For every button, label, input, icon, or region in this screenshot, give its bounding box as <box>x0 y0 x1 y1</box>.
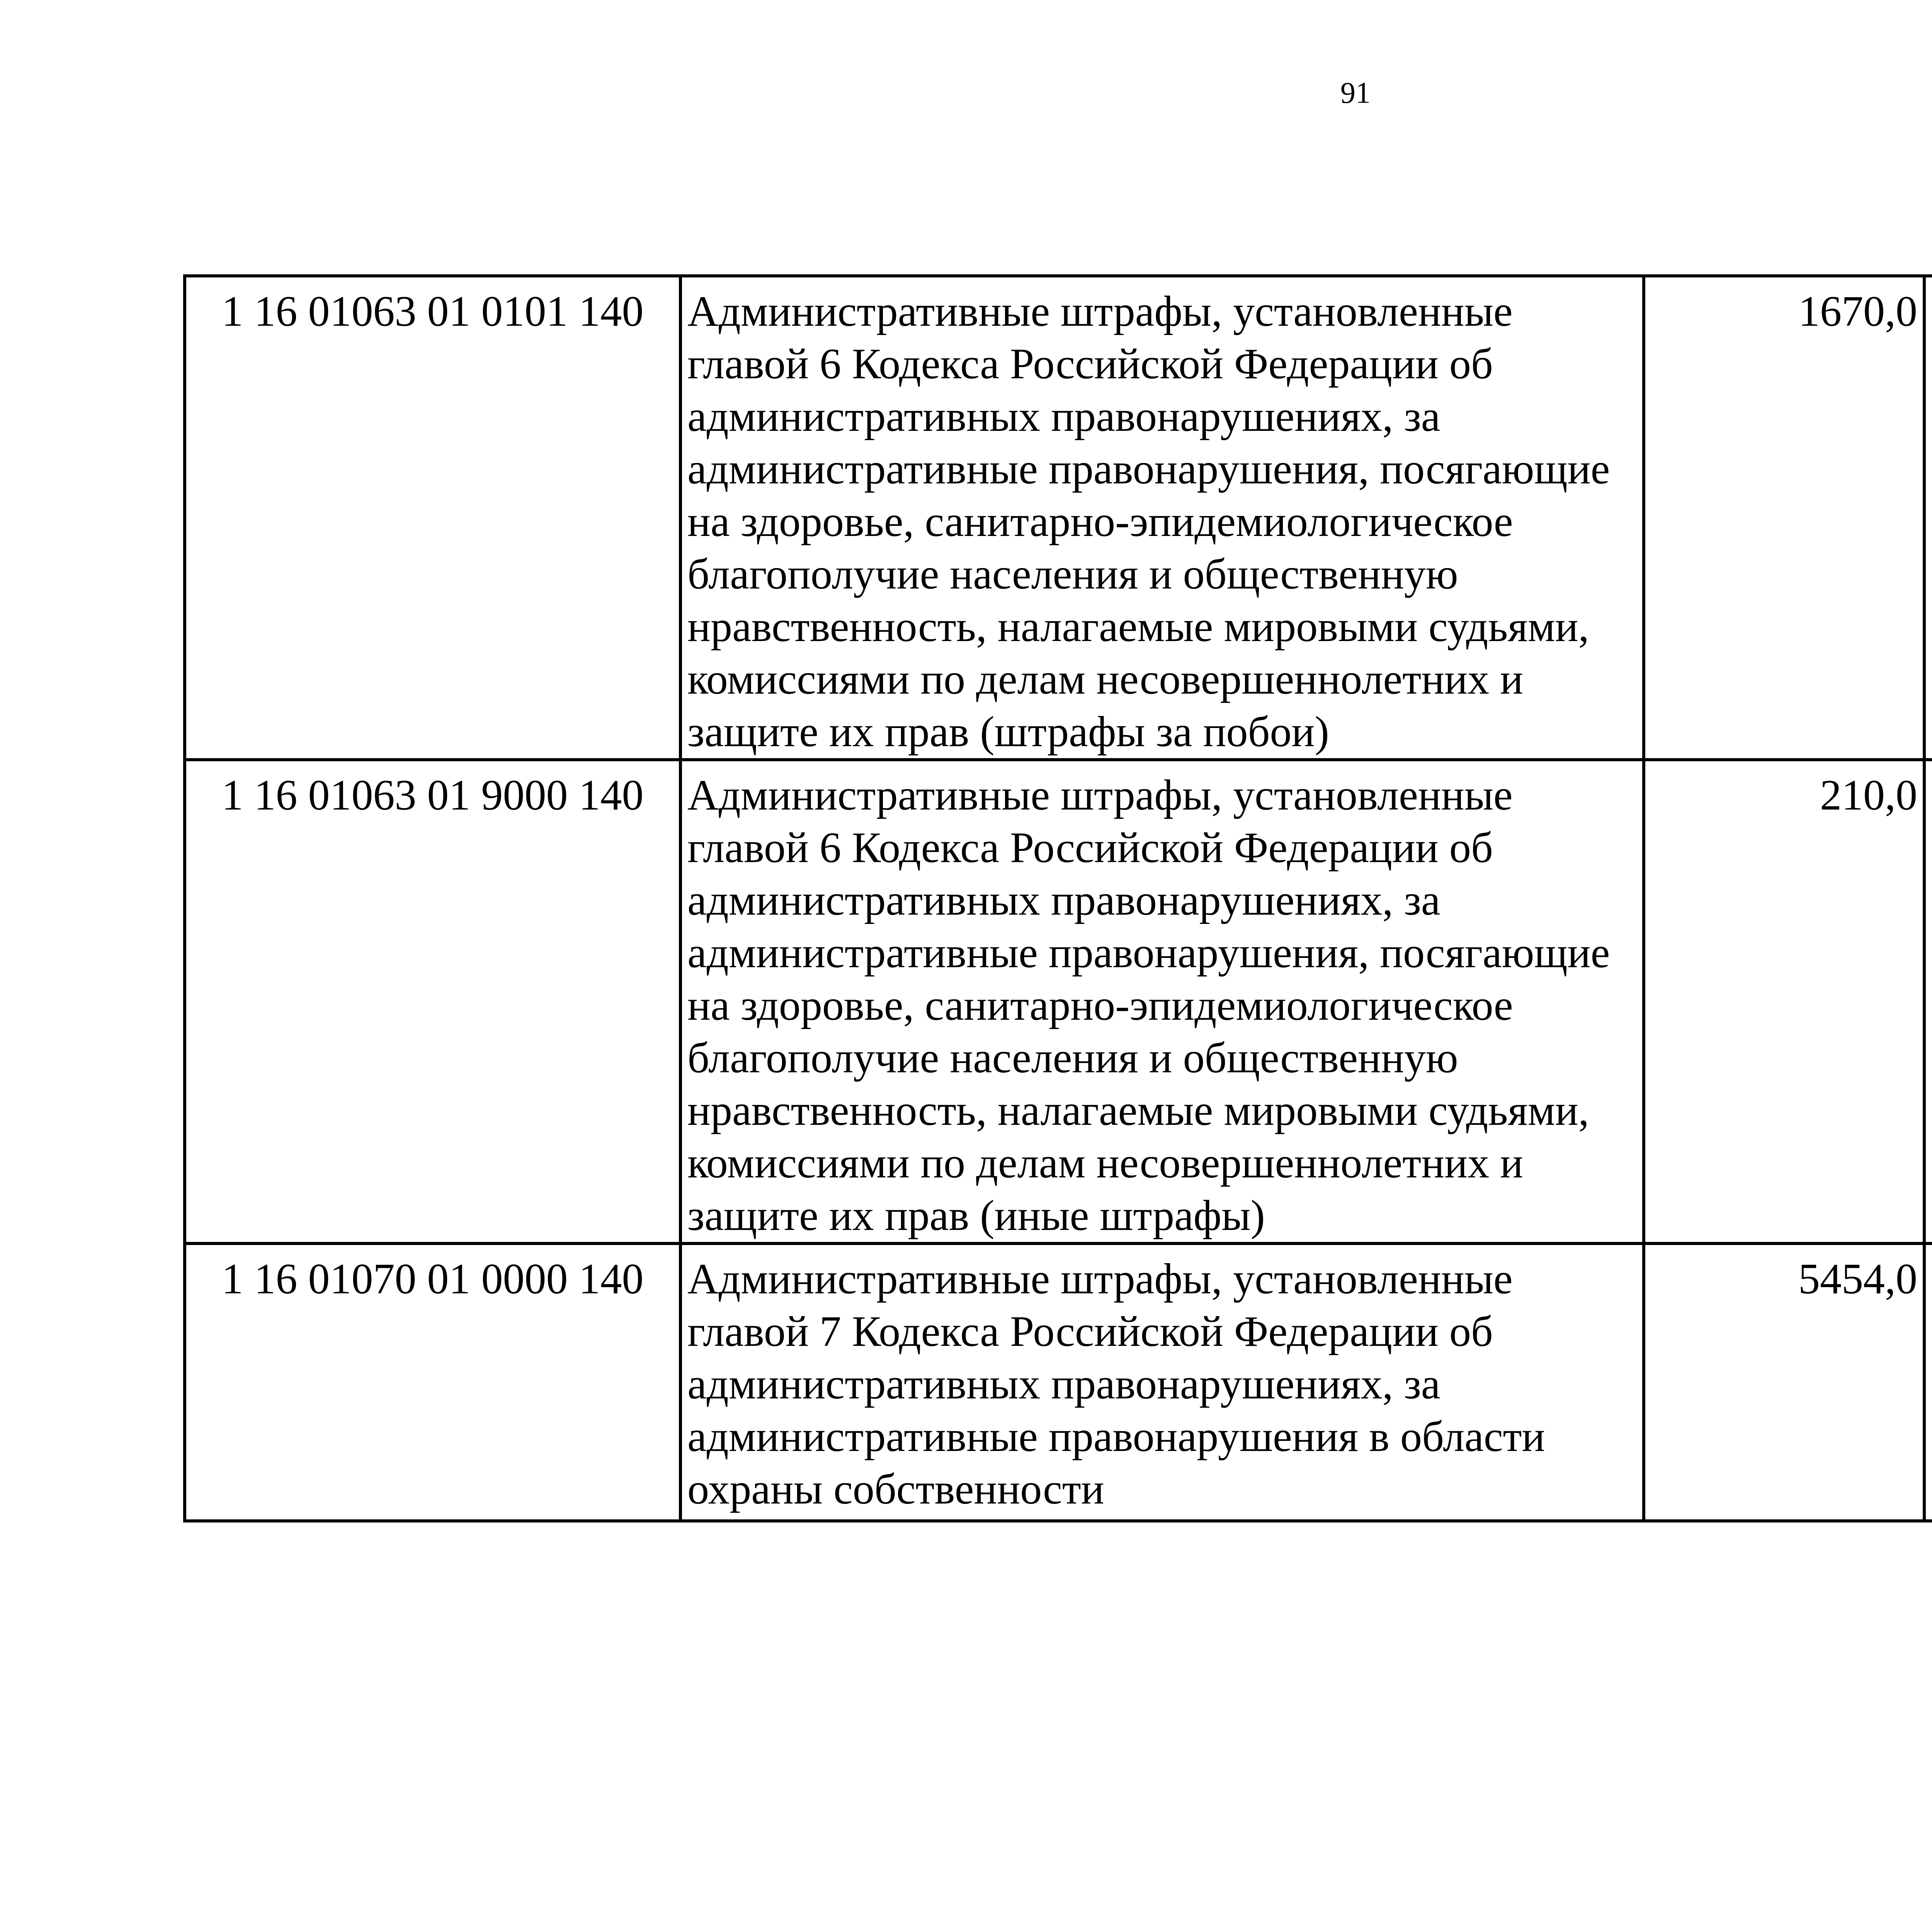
budget-code-cell: 1 16 01070 01 0000 140 <box>185 1243 680 1521</box>
budget-code-cell: 1 16 01063 01 9000 140 <box>185 760 680 1243</box>
amount-year-2-cell <box>1924 276 1932 760</box>
amount-year-1-cell: 210,0 <box>1644 760 1924 1243</box>
budget-code-cell: 1 16 01063 01 0101 140 <box>185 276 680 760</box>
description-cell: Административные штрафы, установленные главой 7 Кодекса Российской Федерации об административных правонарушениях, за административные правонарушения в области охраны собственности <box>680 1243 1644 1521</box>
table-row <box>185 276 1932 760</box>
amount-year-1-cell: 5454,0 <box>1644 1243 1924 1521</box>
amount-year-1-cell: 1670,0 <box>1644 276 1924 760</box>
amount-year-2-cell <box>1924 1243 1932 1521</box>
description-cell: Административные штрафы, установленные главой 6 Кодекса Российской Федерации об административных правонарушениях, за административные правонарушения, посягающие на здоровье, санитарно-эпидемиологическое благополучие населения и общественную нравственность, налагаемые мировыми судьями, комиссиями по делам несовершеннолетних и защите их прав (штрафы за побои) <box>680 276 1644 760</box>
table-row <box>185 1243 1932 1521</box>
amount-year-2-cell <box>1924 760 1932 1243</box>
table-row <box>185 760 1932 1243</box>
description-cell: Административные штрафы, установленные главой 6 Кодекса Российской Федерации об административных правонарушениях, за административные правонарушения, посягающие на здоровье, санитарно-эпидемиологическое благополучие населения и общественную нравственность, налагаемые мировыми судьями, комиссиями по делам несовершеннолетних и защите их прав (иные штрафы) <box>680 760 1644 1243</box>
page-number: 91 <box>1340 76 1371 109</box>
revenue-table <box>183 274 1932 1522</box>
